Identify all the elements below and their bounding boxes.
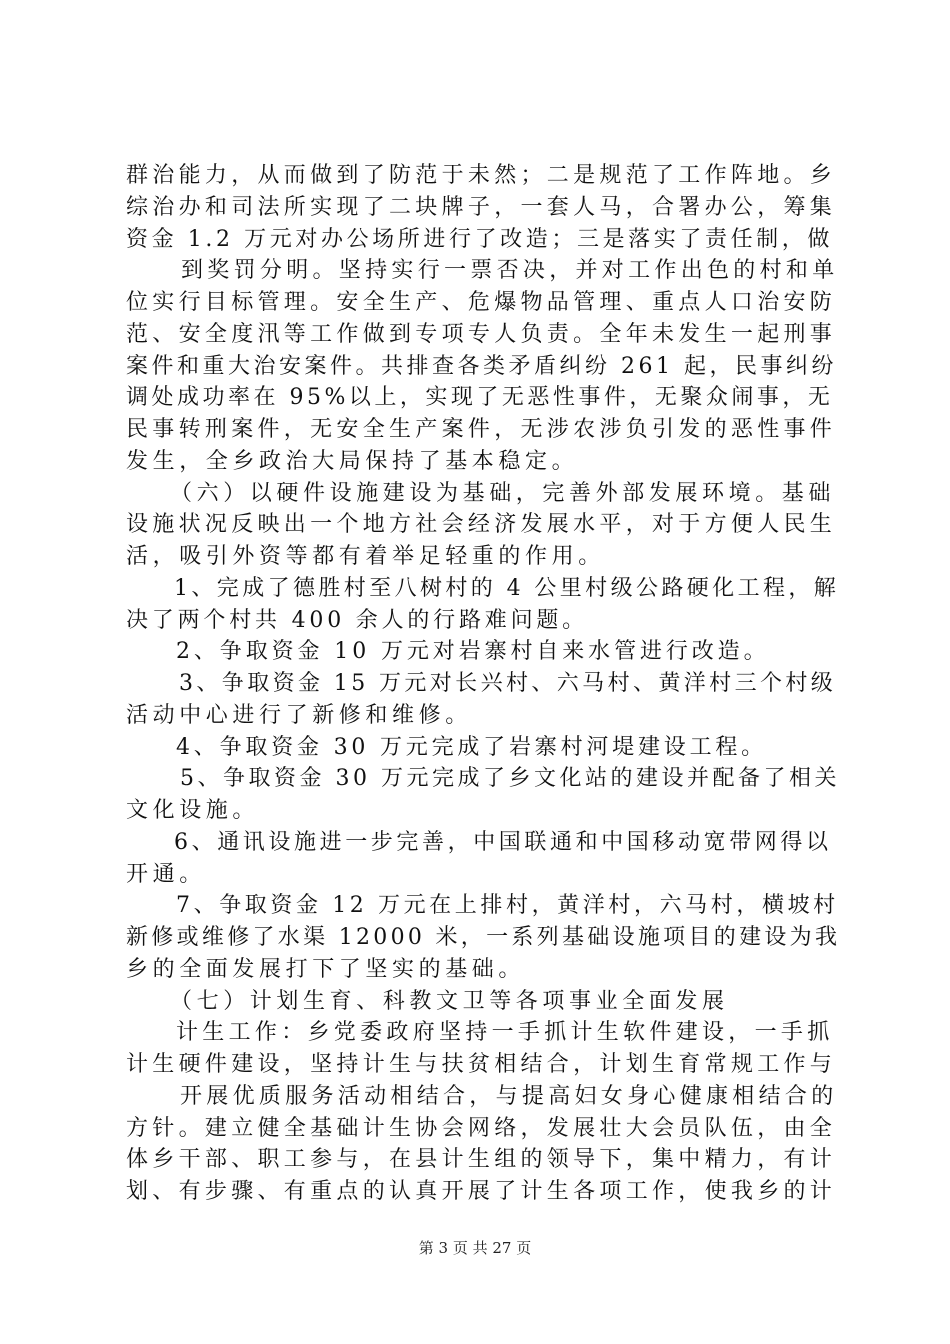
- text-line: 活，吸引外资等都有着举足轻重的作用。: [126, 544, 605, 570]
- text-line: 计生工作：乡党委政府坚持一手抓计生软件建设，一手抓: [176, 1020, 834, 1046]
- text-line: 案件和重大治安案件。共排查各类矛盾纠纷 261 起，民事纠纷: [126, 353, 837, 379]
- text-line: 位实行目标管理。安全生产、危爆物品管理、重点人口治安防: [126, 290, 837, 316]
- text-line: 文化设施。: [126, 798, 260, 824]
- section-heading: （七）计划生育、科教文卫等各项事业全面发展: [170, 988, 729, 1014]
- list-item: 7、争取资金 12 万元在上排村，黄洋村，六马村，横坡村: [176, 893, 839, 919]
- text-line: 活动中心进行了新修和维修。: [126, 702, 472, 728]
- section-heading: （六）以硬件设施建设为基础，完善外部发展环境。基础: [170, 480, 836, 506]
- text-line: 综治办和司法所实现了二块牌子，一套人马，合署办公，筹集: [126, 194, 837, 220]
- text-line: 设施状况反映出一个地方社会经济发展水平，对于方便人民生: [126, 512, 837, 538]
- text-line: 开展优质服务活动相结合，与提高妇女身心健康相结合的: [180, 1083, 838, 1109]
- text-line: 资金 1.2 万元对办公场所进行了改造；三是落实了责任制，做: [126, 226, 833, 252]
- list-item: 6、通讯设施进一步完善，中国联通和中国移动宽带网得以: [174, 829, 832, 855]
- text-line: 到奖罚分明。坚持实行一票否决，并对工作出色的村和单: [181, 258, 839, 284]
- list-item: 5、争取资金 30 万元完成了乡文化站的建设并配备了相关: [180, 766, 840, 792]
- page-footer: 第 3 页 共 27 页: [418, 1239, 532, 1257]
- list-item: 2、争取资金 10 万元对岩寨村自来水管进行改造。: [176, 639, 770, 665]
- text-line: 群治能力，从而做到了防范于未然；二是规范了工作阵地。乡: [126, 163, 837, 188]
- text-line: 乡的全面发展打下了坚实的基础。: [126, 956, 526, 982]
- text-line: 划、有步骤、有重点的认真开展了计生各项工作，使我乡的计: [126, 1179, 837, 1205]
- text-line: 范、安全度汛等工作做到专项专人负责。全年未发生一起刑事: [126, 321, 837, 347]
- text-line: 发生，全乡政治大局保持了基本稳定。: [126, 448, 579, 474]
- text-line: 决了两个村共 400 余人的行路难问题。: [126, 607, 588, 633]
- list-item: 3、争取资金 15 万元对长兴村、六马村、黄洋村三个村级: [179, 671, 837, 697]
- list-item: 1、完成了德胜村至八树村的 4 公里村级公路硬化工程，解: [174, 575, 840, 601]
- text-line: 计生硬件建设，坚持计生与扶贫相结合，计划生育常规工作与: [126, 1052, 837, 1078]
- text-line: 调处成功率在 95%以上，实现了无恶性事件，无聚众闹事，无: [126, 385, 834, 411]
- list-item: 4、争取资金 30 万元完成了岩寨村河堤建设工程。: [176, 734, 767, 760]
- text-line: 方针。建立健全基础计生协会网络，发展壮大会员队伍，由全: [126, 1115, 837, 1141]
- text-line: 民事转刑案件，无安全生产案件，无涉农涉负引发的恶性事件: [126, 417, 837, 443]
- text-line: 开通。: [126, 861, 206, 887]
- text-line: 新修或维修了水渠 12000 米，一系列基础设施项目的建设为我: [126, 925, 841, 951]
- text-line: 体乡干部、职工参与，在县计生组的领导下，集中精力，有计: [126, 1147, 837, 1173]
